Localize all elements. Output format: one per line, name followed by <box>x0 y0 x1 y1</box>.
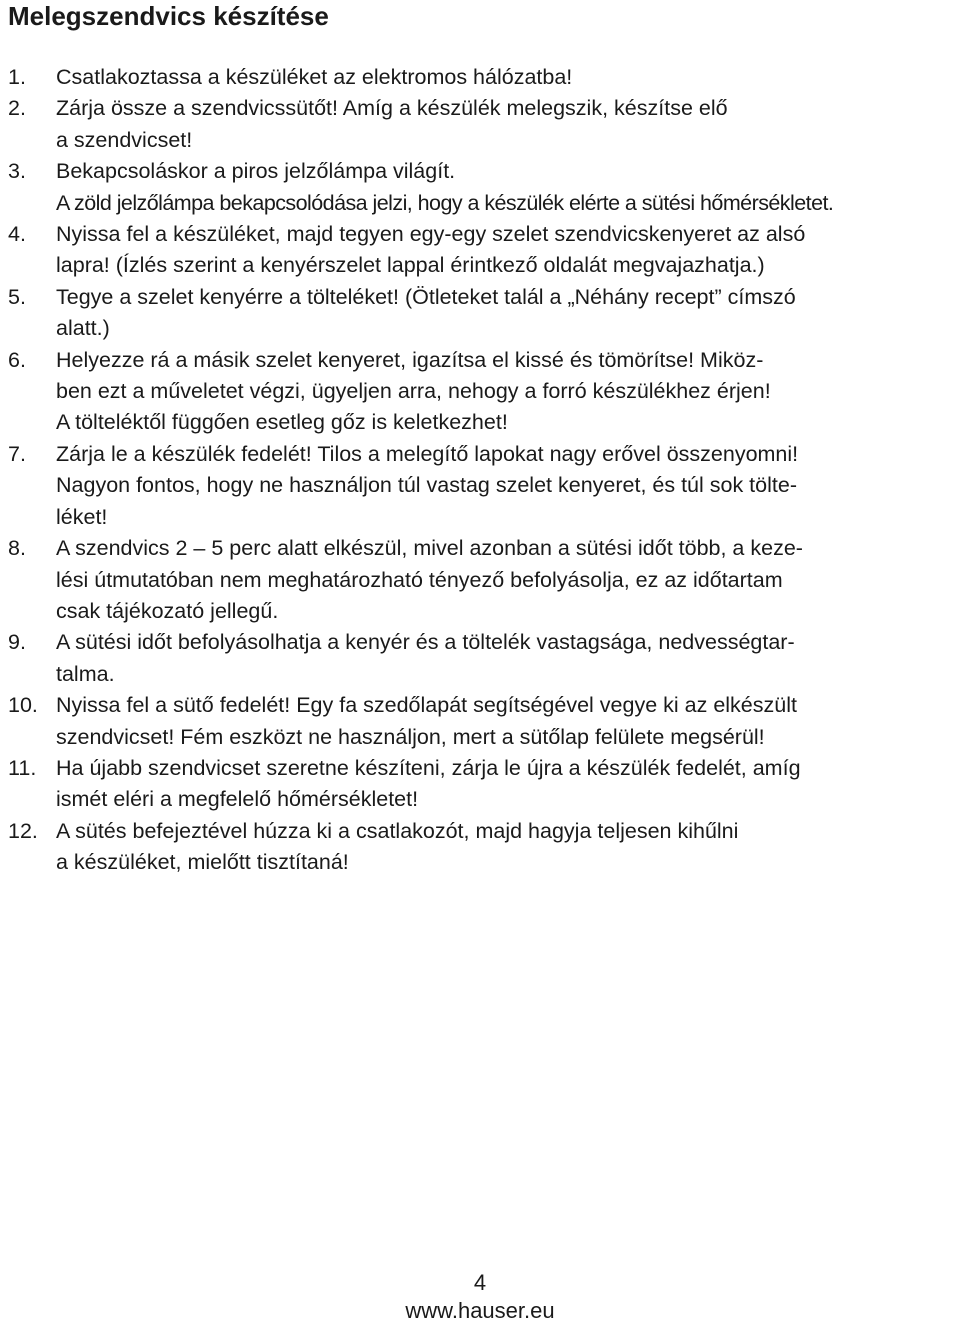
step-text: A szendvics 2 – 5 perc alatt elkészül, mivel azonban a sütési időt több, a keze- <box>56 536 803 561</box>
step-number: 2. <box>8 96 26 121</box>
step-text: Bekapcsoláskor a piros jelzőlámpa világít. <box>56 159 456 184</box>
step-text: A tölteléktől függően esetleg gőz is keletkezhet! <box>56 410 508 435</box>
step-number: 3. <box>8 159 26 184</box>
step-text: Zárja össze a szendvicssütőt! Amíg a készülék melegszik, készítse elő <box>56 96 728 121</box>
step-text: A zöld jelzőlámpa bekapcsolódása jelzi, hogy a készülék elérte a sütési hőmérsékletet. <box>56 190 834 215</box>
step-number: 7. <box>8 441 26 466</box>
step-text: Nyissa fel a sütő fedelét! Egy fa szedőlapát segítségével vegye ki az elkészült <box>56 693 797 718</box>
step-text: a készüléket, mielőtt tisztítaná! <box>56 850 349 875</box>
step-number: 6. <box>8 347 26 372</box>
step-text: Zárja le a készülék fedelét! Tilos a melegítő lapokat nagy erővel összenyomni! <box>56 441 799 466</box>
step-item <box>8 816 958 879</box>
page-title: Melegszendvics készítése <box>8 1 329 31</box>
footer-url: www.hauser.eu <box>405 1298 555 1323</box>
step-number: 1. <box>8 65 26 89</box>
step-item <box>8 753 958 816</box>
step-text: Tegye a szelet kenyérre a tölteléket! (Ötleteket talál a „Néhány recept” címszó <box>56 284 796 309</box>
step-text: Nyissa fel a készüléket, majd tegyen egy-egy szelet szendvicskenyeret az alsó <box>56 222 806 247</box>
step-text: csak tájékozató jellegű. <box>56 598 279 623</box>
step-text: szendvicset! Fém eszközt ne használjon, mert a sütőlap felülete megsérül! <box>56 724 765 749</box>
step-number: 12. <box>8 818 38 843</box>
step-text: Nagyon fontos, hogy ne használjon túl vastag szelet kenyeret, és túl sok tölte- <box>56 473 797 498</box>
step-item <box>8 533 958 627</box>
step-text: A sütés befejeztével húzza ki a csatlakozót, majd hagyja teljesen kihűlni <box>56 818 739 843</box>
step-item <box>8 627 958 690</box>
step-text: ben ezt a műveletet végzi, ügyeljen arra, nehogy a forró készülékhez érjen! <box>56 379 771 404</box>
step-item <box>8 219 958 282</box>
step-text: talma. <box>56 661 115 686</box>
step-item <box>8 690 958 753</box>
step-number: 4. <box>8 222 26 247</box>
step-text: léket! <box>56 504 108 529</box>
step-text: Ha újabb szendvicset szeretne készíteni, zárja le újra a készülék fedelét, amíg <box>56 755 801 780</box>
instruction-steps <box>8 62 958 879</box>
step-text: a szendvicset! <box>56 127 193 152</box>
step-item <box>8 156 958 219</box>
step-number: 10. <box>8 693 38 718</box>
step-text: lési útmutatóban nem meghatározható tényező befolyásolja, ez az időtartam <box>56 567 783 592</box>
step-text: ismét eléri a megfelelő hőmérsékletet! <box>56 787 419 812</box>
step-number: 11. <box>8 755 37 780</box>
step-number: 5. <box>8 284 26 309</box>
step-item <box>8 439 958 533</box>
step-item <box>8 62 958 93</box>
step-number: 8. <box>8 536 26 561</box>
step-item <box>8 345 958 439</box>
page-number: 4 <box>473 1270 487 1295</box>
step-item <box>8 93 958 156</box>
step-text: Csatlakoztassa a készüléket az elektromos hálózatba! <box>56 65 573 89</box>
step-text: A sütési időt befolyásolhatja a kenyér és a töltelék vastagsága, nedvességtar- <box>56 630 795 655</box>
step-text: lapra! (Ízlés szerint a kenyérszelet lappal érintkező oldalát megvajazhatja.) <box>56 253 765 278</box>
step-text: alatt.) <box>56 316 110 341</box>
step-item <box>8 282 958 345</box>
step-number: 9. <box>8 630 26 655</box>
step-text: Helyezze rá a másik szelet kenyeret, igazítsa el kissé és tömörítse! Miköz- <box>56 347 764 372</box>
